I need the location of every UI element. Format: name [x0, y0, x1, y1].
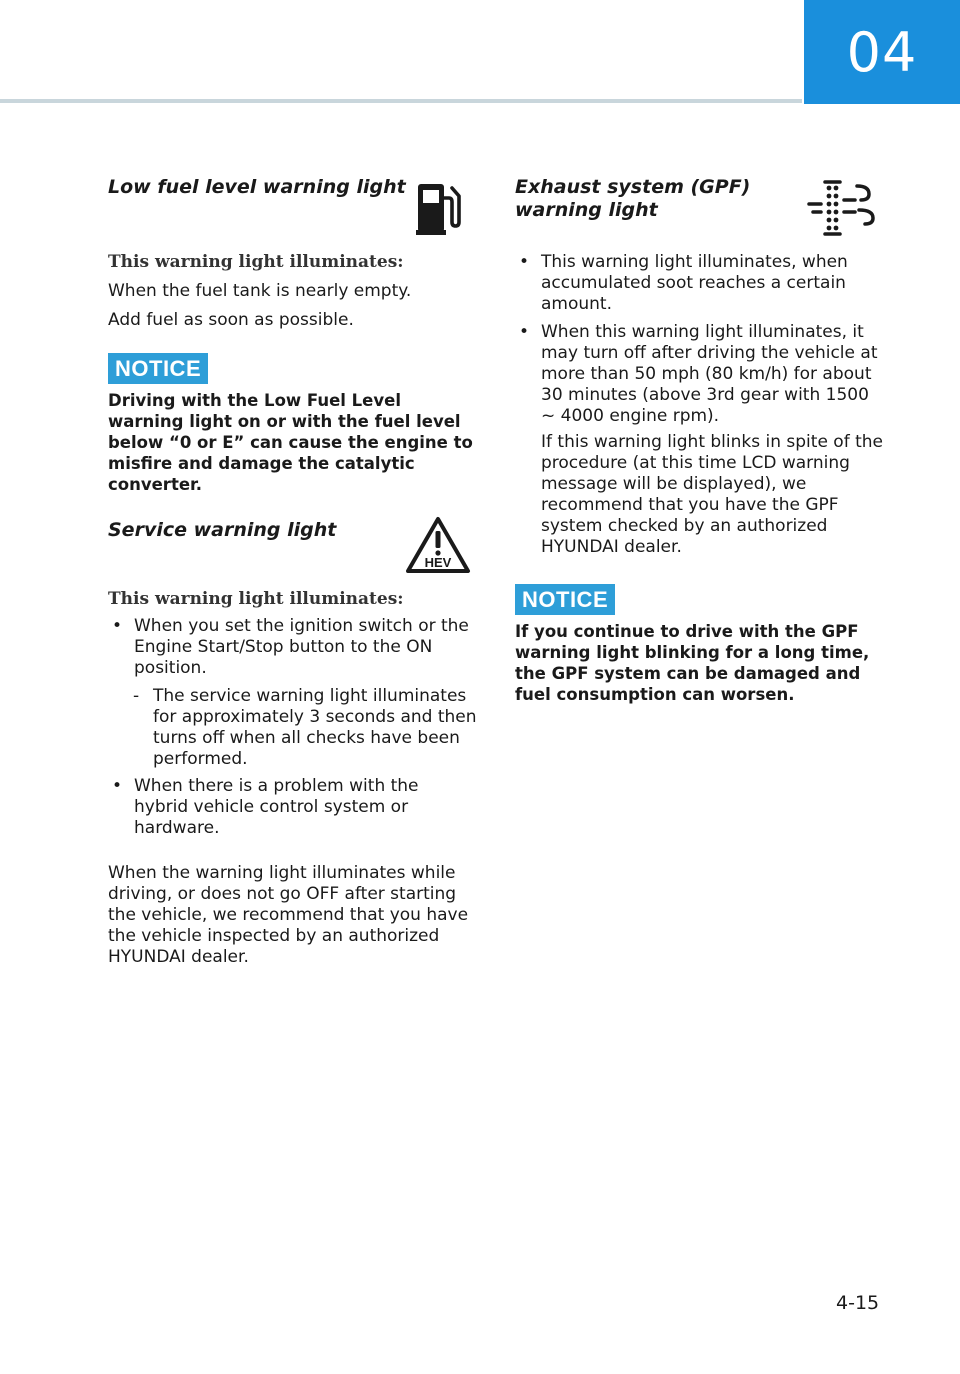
chapter-number: 04 — [846, 20, 918, 84]
hev-icon-label: HEV — [424, 555, 452, 570]
gpf-title-line-2: warning light — [515, 199, 658, 221]
service-warning-icon — [404, 515, 472, 575]
left-column — [108, 170, 478, 968]
dash-marker: - — [133, 686, 140, 706]
list-item: • This warning light illuminates, when accumulated soot reaches a certain amount. — [515, 252, 883, 315]
notice-block-1 — [108, 353, 478, 495]
list-item: • When there is a problem with the hybrid vehicle control system or hardware. — [108, 776, 478, 839]
fuel-pump-icon — [416, 180, 464, 236]
low-fuel-paragraph-1: When the fuel tank is nearly empty. — [108, 281, 412, 301]
header-rule — [0, 99, 802, 103]
low-fuel-title: Low fuel level warning light — [108, 176, 406, 198]
low-fuel-section-header — [108, 170, 478, 246]
service-bullets-2 — [108, 776, 478, 839]
notice-badge: NOTICE — [108, 353, 208, 384]
service-lead: This warning light illuminates: — [108, 589, 404, 609]
notice-text: Driving with the Low Fuel Level warning light on or with the fuel level below “0 or E” can cause the engine to misfire and damage the catalytic converter. — [108, 391, 473, 494]
notice-badge: NOTICE — [515, 584, 615, 615]
gpf-title-line-1: Exhaust system (GPF) — [515, 176, 751, 198]
page-number: 4-15 — [836, 1292, 880, 1314]
service-bullets — [108, 616, 478, 679]
service-section-header — [108, 515, 478, 589]
list-item: • When this warning light illuminates, it may turn off after driving the vehicle at more than 50 mph (80 km/h) for about 30 minutes (above 3rd gear with 1500 ~ 4000 engine rpm). — [515, 322, 883, 427]
low-fuel-paragraph-2: Add fuel as soon as possible. — [108, 310, 354, 330]
gpf-bullets — [515, 252, 883, 427]
low-fuel-lead: This warning light illuminates: — [108, 252, 404, 272]
list-item: • When you set the ignition switch or the Engine Start/Stop button to the ON position. — [108, 616, 478, 679]
notice-text: If you continue to drive with the GPF warning light blinking for a long time, the GPF system can be damaged and fuel consumption can worsen. — [515, 622, 870, 704]
service-title: Service warning light — [108, 519, 337, 541]
gpf-section-header — [515, 170, 883, 246]
service-sub-text: The service warning light illuminates for approximately 3 seconds and then turns off when all checks have been performed. — [153, 686, 477, 769]
right-column — [515, 170, 883, 705]
exhaust-gpf-icon — [807, 180, 877, 236]
gpf-continuation: If this warning light blinks in spite of the procedure (at this time LCD warning message will be displayed), we recommend that you have the GPF system checked by an authorized HYUNDAI dealer. — [541, 432, 883, 557]
service-closing: When the warning light illuminates while driving, or does not go OFF after starting the vehicle, we recommend that you have the vehicle inspected by an authorized HYUNDAI dealer. — [108, 863, 469, 967]
notice-block-2 — [515, 584, 883, 705]
list-item — [108, 686, 478, 770]
chapter-tab — [804, 0, 960, 104]
